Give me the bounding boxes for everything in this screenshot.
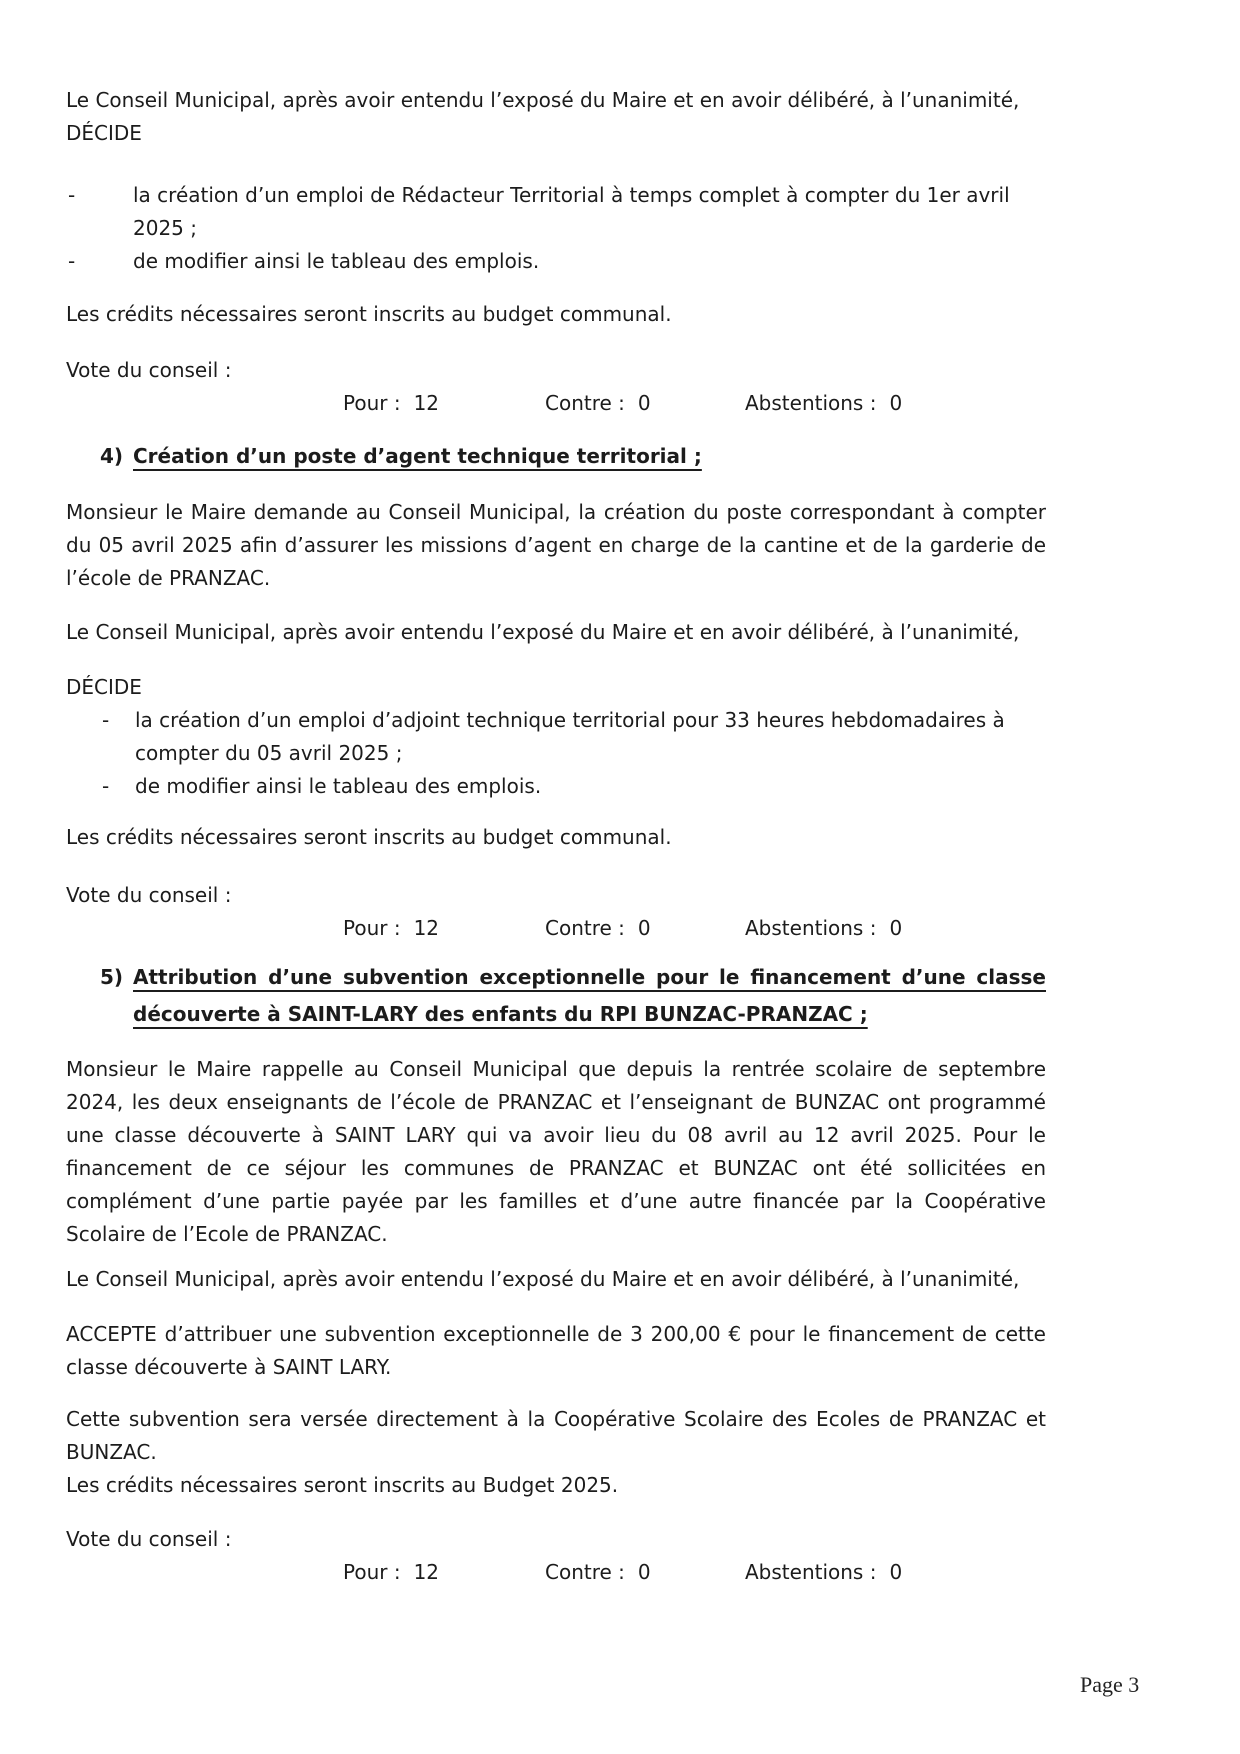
section4-title: Création d’un poste d’agent technique territorial ; (133, 444, 702, 468)
accepte-paragraph: ACCEPTE d’attribuer une subvention exceptionnelle de 3 200,00 € pour le financement de cette classe découverte à SAINT LARY. (66, 1322, 1046, 1379)
bullet-text: la création d’un emploi de Rédacteur Territorial à temps complet à compter du 1er avril 2025 ; (133, 183, 1010, 240)
vote-pour-value: 12 (413, 1560, 440, 1584)
section5-number: 5) (100, 965, 124, 989)
vote-abstentions-value: 0 (889, 916, 903, 940)
bullet-list-item3 (66, 179, 1046, 278)
decide-label: DÉCIDE (66, 121, 142, 145)
deliberation-paragraph: Le Conseil Municipal, après avoir entendu l’exposé du Maire et en avoir délibéré, à l’unanimité, (66, 1267, 1020, 1291)
vote-pour: Pour : 12 (343, 391, 440, 415)
page-number: Page 3 (1080, 1672, 1140, 1697)
deliberation-paragraph: Le Conseil Municipal, après avoir entendu l’exposé du Maire et en avoir délibéré, à l’unanimité, (66, 620, 1020, 644)
vote-contre-value: 0 (637, 916, 651, 940)
vote-pour-value: 12 (413, 916, 440, 940)
credits-paragraph: Les crédits nécessaires seront inscrits au budget communal. (66, 825, 672, 849)
list-item (66, 245, 1046, 278)
decide-label: DÉCIDE (66, 675, 142, 699)
section4-paragraph: Monsieur le Maire demande au Conseil Municipal, la création du poste correspondant à compter du 05 avril 2025 afin d’assurer les missions d’agent en charge de la cantine et de la garderie de l’école de PRANZAC. (66, 500, 1046, 590)
list-item (66, 179, 1046, 245)
vote-results-row (66, 387, 1046, 420)
credits-paragraph: Les crédits nécessaires seront inscrits au budget communal. (66, 302, 672, 326)
bullet-text: de modifier ainsi le tableau des emplois. (135, 774, 542, 798)
vote-contre-value: 0 (637, 391, 651, 415)
vote-label: Vote du conseil : (66, 358, 232, 382)
versement-paragraph: Cette subvention sera versée directement à la Coopérative Scolaire des Ecoles de PRANZAC et BUNZAC. (66, 1407, 1046, 1464)
vote-label: Vote du conseil : (66, 883, 232, 907)
section5-title: Attribution d’une subvention exceptionnelle pour le financement d’une classe découverte à SAINT-LARY des enfants du RPI BUNZAC-PRANZAC ; (133, 965, 1046, 1026)
vote-contre: Contre : 0 (545, 916, 651, 940)
vote-results-row (66, 1556, 1046, 1589)
bullet-text: de modifier ainsi le tableau des emplois. (133, 249, 540, 273)
deliberation-paragraph: Le Conseil Municipal, après avoir entendu l’exposé du Maire et en avoir délibéré, à l’unanimité, (66, 88, 1020, 112)
dash-marker: - (68, 183, 76, 207)
vote-abstentions: Abstentions : 0 (745, 391, 903, 415)
vote-abstentions: Abstentions : 0 (745, 916, 903, 940)
bullet-text: la création d’un emploi d’adjoint technique territorial pour 33 heures hebdomadaires à compter du 05 avril 2025 ; (135, 708, 1005, 765)
bullet-list-item4 (100, 704, 1046, 803)
dash-marker: - (102, 708, 110, 732)
section4-heading (100, 438, 1046, 475)
vote-abstentions-value: 0 (889, 391, 903, 415)
section5-heading (100, 959, 1046, 1033)
list-item (100, 704, 1046, 770)
vote-results-row (66, 912, 1046, 945)
vote-abstentions: Abstentions : 0 (745, 1560, 903, 1584)
vote-contre-value: 0 (637, 1560, 651, 1584)
vote-abstentions-value: 0 (889, 1560, 903, 1584)
vote-label: Vote du conseil : (66, 1527, 232, 1551)
dash-marker: - (102, 774, 110, 798)
list-item (100, 770, 1046, 803)
vote-contre: Contre : 0 (545, 391, 651, 415)
section4-number: 4) (100, 444, 124, 468)
vote-contre: Contre : 0 (545, 1560, 651, 1584)
dash-marker: - (68, 249, 76, 273)
vote-pour: Pour : 12 (343, 916, 440, 940)
credits-2025-paragraph: Les crédits nécessaires seront inscrits au Budget 2025. (66, 1473, 619, 1497)
vote-pour: Pour : 12 (343, 1560, 440, 1584)
section5-paragraph: Monsieur le Maire rappelle au Conseil Municipal que depuis la rentrée scolaire de septembre 2024, les deux enseignants de l’école de PRANZAC et l’enseignant de BUNZAC ont programmé une classe découverte à SAINT LARY qui va avoir lieu du 08 avril au 12 avril 2025. Pour le financement de ce séjour les communes de PRANZAC et BUNZAC ont été sollicitées en complément d’une partie payée par les familles et d’une autre financée par la Coopérative Scolaire de l’Ecole de PRANZAC. (66, 1057, 1046, 1246)
vote-pour-value: 12 (413, 391, 440, 415)
